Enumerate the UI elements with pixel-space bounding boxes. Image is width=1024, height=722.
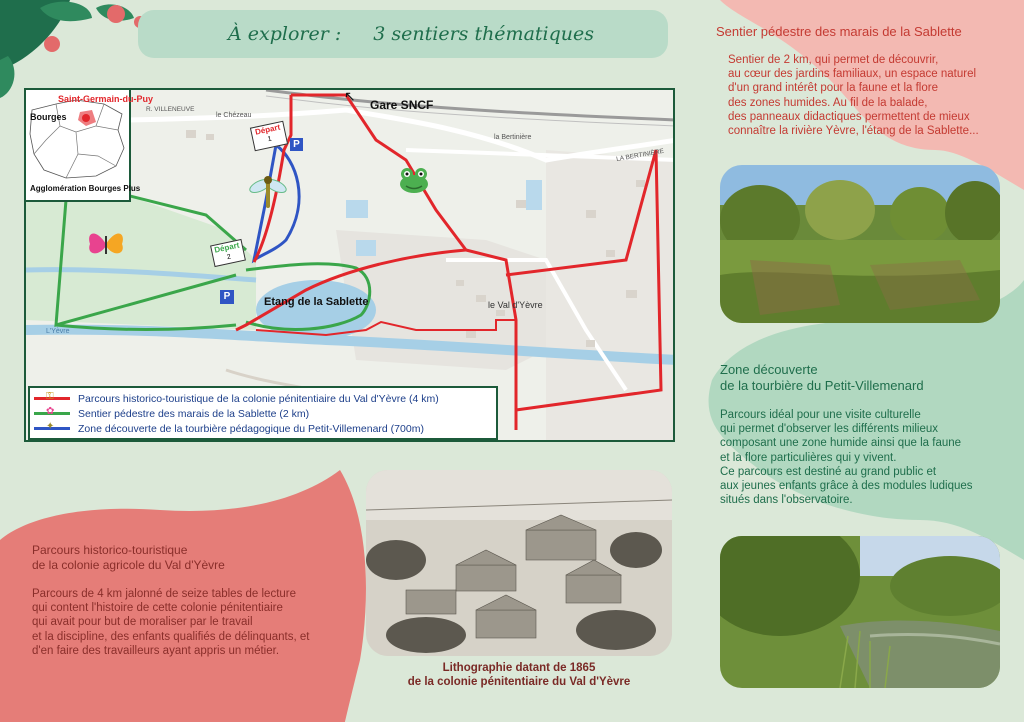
butterfly-icon — [86, 228, 126, 260]
legend-row-blue — [34, 421, 492, 436]
legend-label-green: Sentier pédestre des marais de la Sablette (2 km) — [78, 407, 310, 420]
inset-town-label: Saint-Germain-du-Puy — [58, 94, 154, 104]
tourbiere-line: situés dans l'observatoire. — [720, 494, 853, 507]
legend-label-blue: Zone découverte de la tourbière pédagogique du Petit-Villemenard (700m) — [78, 422, 424, 435]
tourbiere-heading-line: de la tourbière du Petit-Villemenard — [720, 378, 924, 393]
tourbiere-heading-line: Zone découverte — [720, 362, 818, 377]
start-sign-1-label: Départ — [254, 122, 281, 137]
station-label: Gare SNCF — [370, 98, 434, 112]
lithograph-caption-line: Lithographie datant de 1865 — [442, 662, 596, 674]
inset-city-label: Bourges — [30, 112, 67, 122]
parking-icon — [290, 138, 303, 151]
station-arrow-icon: ↖ — [344, 88, 356, 104]
tourbiere-line: et la flore particulières qui y vivent. — [720, 451, 897, 464]
village-label: le Val d'Yèvre — [488, 300, 543, 310]
parking-symbol: P — [223, 291, 231, 302]
legend-row-green — [34, 406, 492, 421]
frog-icon — [396, 164, 432, 196]
leaf-decoration-icon — [0, 0, 146, 98]
colonie-heading-line: Parcours historico-touristique — [32, 543, 188, 557]
street-villeneuve: R. VILLENEUVE — [146, 106, 195, 113]
tourbiere-section — [720, 362, 1010, 507]
tourbiere-line: Ce parcours est destiné au grand public et — [720, 465, 937, 478]
sablette-line: d'un grand intérêt pour la faune et la flore — [728, 82, 938, 95]
sablette-line: connaître la rivière Yèvre, l'étang de la Sablette... — [728, 125, 979, 138]
street-bertiniere-caps: LA BERTINIÈRE — [615, 147, 665, 164]
start-sign-1-num: 1 — [267, 135, 273, 144]
legend-swatch-red — [34, 391, 70, 402]
tourbiere-line: composant une zone humide ainsi que la faune — [720, 437, 962, 450]
colonie-body — [32, 587, 352, 658]
lithograph-caption-line: de la colonie pénitentiaire du Val d'Yèvre — [407, 676, 631, 688]
street-yevre: L'Yèvre — [46, 328, 70, 335]
dragonfly-icon — [248, 174, 288, 210]
colonie-heading-line: de la colonie agricole du Val d'Yèvre — [32, 558, 225, 572]
key-icon: ⚿ — [46, 391, 54, 402]
garden-photo — [720, 165, 1000, 323]
colonie-line: qui avait pour but de moraliser par le travail — [32, 616, 253, 629]
start-sign-2-num: 2 — [226, 253, 232, 262]
sablette-line: des zones humides. Au fil de la balade, — [728, 96, 928, 109]
colonie-section — [32, 543, 352, 658]
tourbiere-body — [720, 408, 1010, 507]
start-sign-2-label: Départ — [213, 240, 241, 255]
map-legend — [28, 386, 498, 440]
trail-map[interactable] — [24, 88, 675, 442]
colonie-heading — [32, 543, 352, 573]
parking-icon — [220, 290, 234, 304]
title-prefix: À explorer : — [228, 23, 342, 45]
inset-caption: Agglomération Bourges Plus — [30, 184, 141, 193]
lithograph-caption — [366, 661, 672, 689]
legend-row-red — [34, 391, 492, 406]
lithograph-image — [366, 470, 672, 656]
colonie-line: Parcours de 4 km jalonné de seize tables de lecture — [32, 588, 297, 600]
tourbiere-line: Parcours idéal pour une visite culturelle — [720, 409, 921, 421]
sablette-line: Sentier de 2 km, qui permet de découvrir, — [728, 54, 939, 66]
title-banner — [138, 10, 668, 58]
legend-swatch-blue — [34, 421, 70, 432]
dragonfly-icon: ✦ — [46, 421, 55, 432]
inset-locator-map — [26, 90, 154, 202]
sablette-section — [716, 24, 1016, 138]
butterfly-icon: ✿ — [46, 406, 55, 417]
sablette-heading: Sentier pédestre des marais de la Sablette — [716, 24, 962, 39]
tourbiere-heading — [720, 362, 1010, 394]
tourbiere-line: aux jeunes enfants grâce à des modules ludiques — [720, 480, 973, 493]
legend-label-red: Parcours historico-touristique de la colonie pénitentiaire du Val d'Yèvre (4 km) — [78, 392, 439, 405]
legend-swatch-green — [34, 406, 70, 417]
title-main: 3 sentiers thématiques — [373, 23, 595, 45]
sablette-line: des panneaux didactiques permettent de mieux — [728, 110, 970, 123]
colonie-line: qui content l'histoire de cette colonie pénitentiaire — [32, 602, 283, 615]
colonie-line: et la discipline, des enfants qualifiés de délinquants, et — [32, 630, 310, 643]
colonie-line: d'en faire des travailleurs ayant appris un métier. — [32, 644, 280, 657]
street-bertiniere: la Bertinière — [494, 134, 532, 141]
marsh-photo — [720, 536, 1000, 688]
sablette-line: au cœur des jardins familiaux, un espace naturel — [728, 68, 977, 81]
tourbiere-line: qui permet d'observer les différents milieux — [720, 423, 939, 436]
lake-label: Etang de la Sablette — [264, 296, 369, 308]
street-chezeau: le Chézeau — [216, 112, 252, 119]
sablette-body — [716, 53, 1016, 138]
parking-symbol: P — [293, 139, 300, 150]
